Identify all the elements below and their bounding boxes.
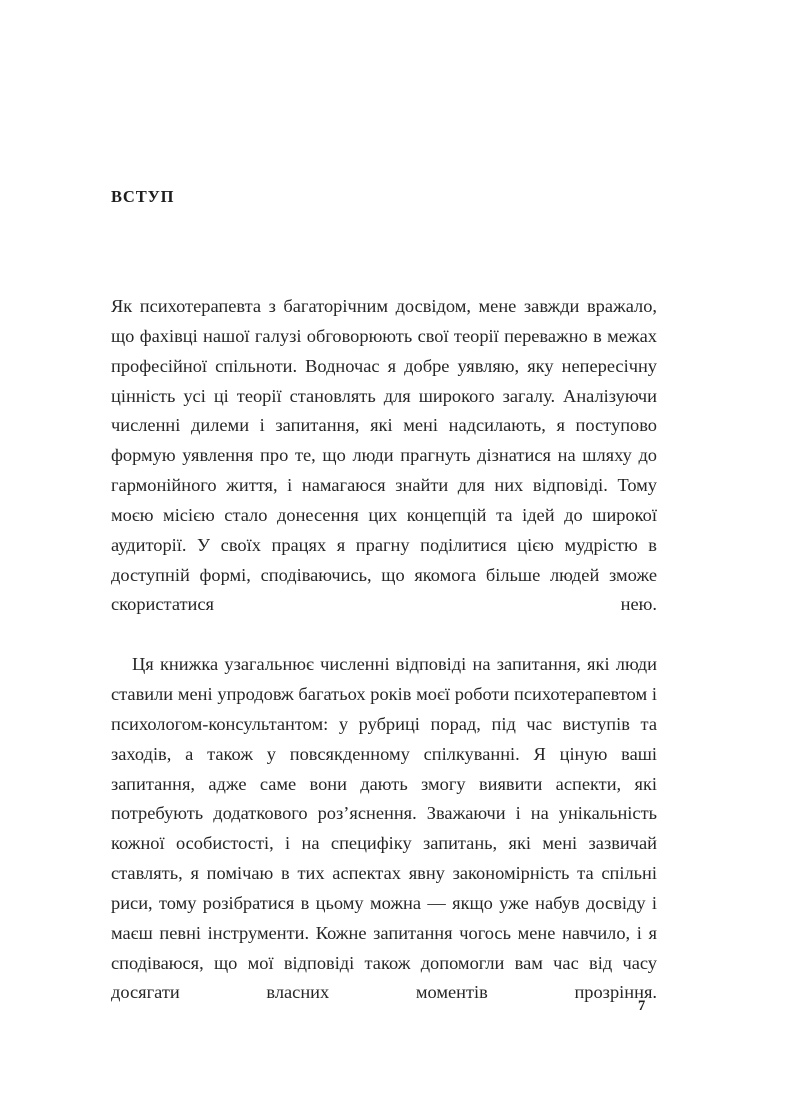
body-paragraph-1: Як психотерапевта з багаторічним досвідом, мене завжди вражало, що фахівці нашої галузі обговорюють свої теорії переважно в межах професійної спільноти. Водночас я добре уявляю, яку непересічну цінність усі ці теорії становлять для широкого загалу. Аналізуючи численні дилеми і запитання, які мені надсилають, я поступово формую уявлення про те, що люди прагнуть дізнатися на шляху до гармонійного життя, і намагаюся знайти для них відповіді. Тому моєю місією стало донесення цих концепцій та ідей до широкої аудиторії. У своїх працях я прагну поділитися цією мудрістю в доступній формі, сподіваючись, що якомога більше людей зможе скористатися нею. xyxy=(111,296,657,615)
chapter-heading: ВСТУП xyxy=(111,187,175,207)
body-paragraph-2: Ця книжка узагальнює численні відповіді на запитання, які люди ставили мені упродовж багатьох років моєї роботи психотерапевтом і психологом-консультантом: у рубриці порад, під час виступів та заходів, а також у повсякденному спілкуванні. Я ціную ваші запитання, адже саме вони дають змогу виявити аспекти, які потребують додаткового роз’яснення. Зважаючи і на унікальність кожної особистості, і на специфіку запитань, які мені зазвичай ставлять, я помічаю в тих аспектах явну закономірність та спільні риси, тому розібратися в цьому можна — якщо уже набув досвіду і маєш певні інструменти. Кожне запитання чогось мене навчило, і я сподіваюся, що мої відповіді також допомогли вам час від часу досягати власних моментів прозріння. xyxy=(111,654,657,1003)
body-text-block xyxy=(111,292,657,1038)
page-number: 7 xyxy=(638,998,646,1014)
